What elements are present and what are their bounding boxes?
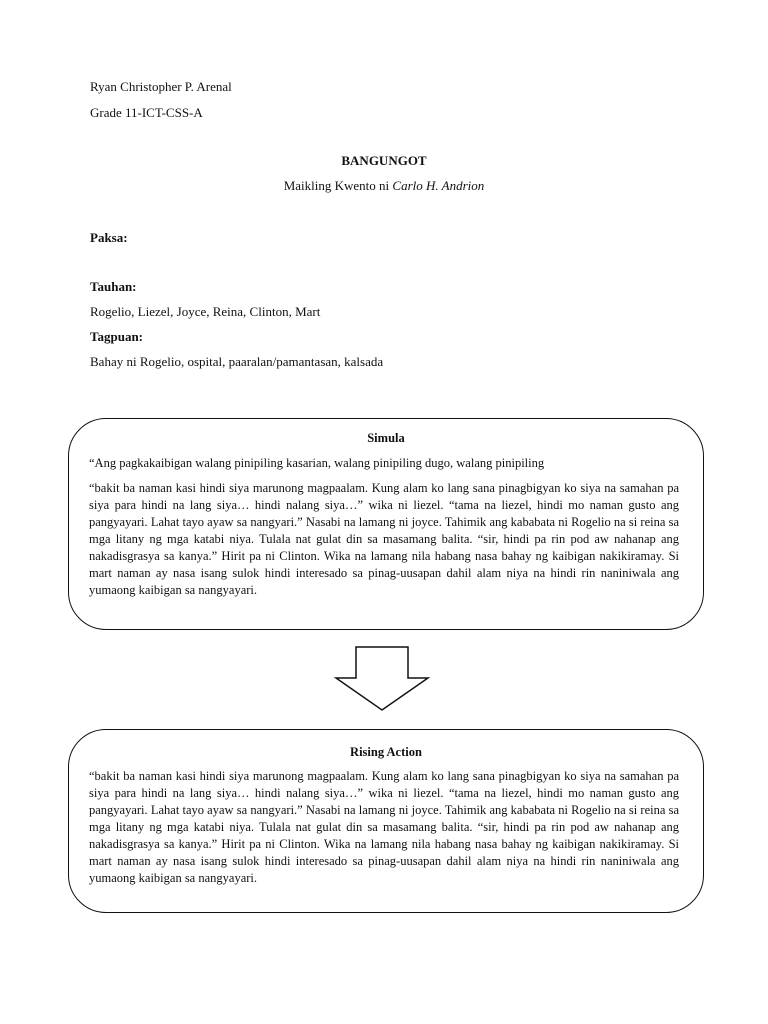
rising-action-paragraph: “bakit ba naman kasi hindi siya marunong magpaalam. Kung alam ko lang sana pinagbigyan ko siya na samahan pa siya para hindi na lang siya… hindi nalang siya…” wika ni liezel. “tama na liezel, hindi mo naman gusto ang pangyayari. Lahat tayo ayaw sa nangyari.” Nasabi na lamang ni joyce. Tahimik ang kababata ni Rogelio na si reina sa mga litany ng mga katabi niya. Tulala nat gulat din sa masamang balita. “sir, hindi pa rin pod aw nahanap ang nakadisgrasya sa kanya.” Hirit pa ni Clinton. Wika na lamang nila habang nasa bahay ng kaibigan nakikiramay. Si mart naman ay nasa isang sulok hindi interesado sa pinag-uusapan dahil alam niya na hindi rin naniniwala ang yumaong kaibigan sa nangyayari. <box>89 769 679 885</box>
paksa-label: Paksa: <box>90 230 128 245</box>
down-arrow-icon <box>334 646 430 712</box>
story-title: BANGUNGOT <box>341 153 427 168</box>
simula-title: Simula <box>367 431 405 445</box>
simula-box <box>68 418 704 630</box>
tauhan-value: Rogelio, Liezel, Joyce, Reina, Clinton, Mart <box>90 304 321 319</box>
tagpuan-value: Bahay ni Rogelio, ospital, paaralan/pamantasan, kalsada <box>90 354 384 369</box>
grade-section: Grade 11-ICT-CSS-A <box>90 105 203 120</box>
subtitle-prefix: Maikling Kwento ni <box>283 178 393 193</box>
story-subtitle <box>0 178 768 194</box>
tauhan-label: Tauhan: <box>90 279 137 294</box>
rising-action-box <box>68 729 704 913</box>
tagpuan-label: Tagpuan: <box>90 329 143 344</box>
rising-action-title: Rising Action <box>350 745 422 759</box>
simula-paragraph: “bakit ba naman kasi hindi siya marunong magpaalam. Kung alam ko lang sana pinagbigyan ko siya na samahan pa siya para hindi na lang siya… hindi nalang siya…” wika ni liezel. “tama na liezel, hindi mo naman gusto ang pangyayari. Lahat tayo ayaw sa nangyari.” Nasabi na lamang ni joyce. Tahimik ang kababata ni Rogelio na si reina sa mga litany ng mga katabi niya. Tulala nat gulat din sa masamang balita. “sir, hindi pa rin pod aw nahanap ang nakadisgrasya sa kanya.” Hirit pa ni Clinton. Wika na lamang nila habang nasa bahay ng kaibigan nakikiramay. Si mart naman ay nasa isang sulok hindi interesado sa pinag-uusapan dahil alam niya na hindi rin naniniwala ang yumaong kaibigan sa nangyayari. <box>89 481 679 597</box>
author-name: Ryan Christopher P. Arenal <box>90 79 232 94</box>
subtitle-author: Carlo H. Andrion <box>392 178 485 193</box>
simula-intro-line: “Ang pagkakaibigan walang pinipiling kasarian, walang pinipiling dugo, walang pinipiling <box>89 456 545 470</box>
